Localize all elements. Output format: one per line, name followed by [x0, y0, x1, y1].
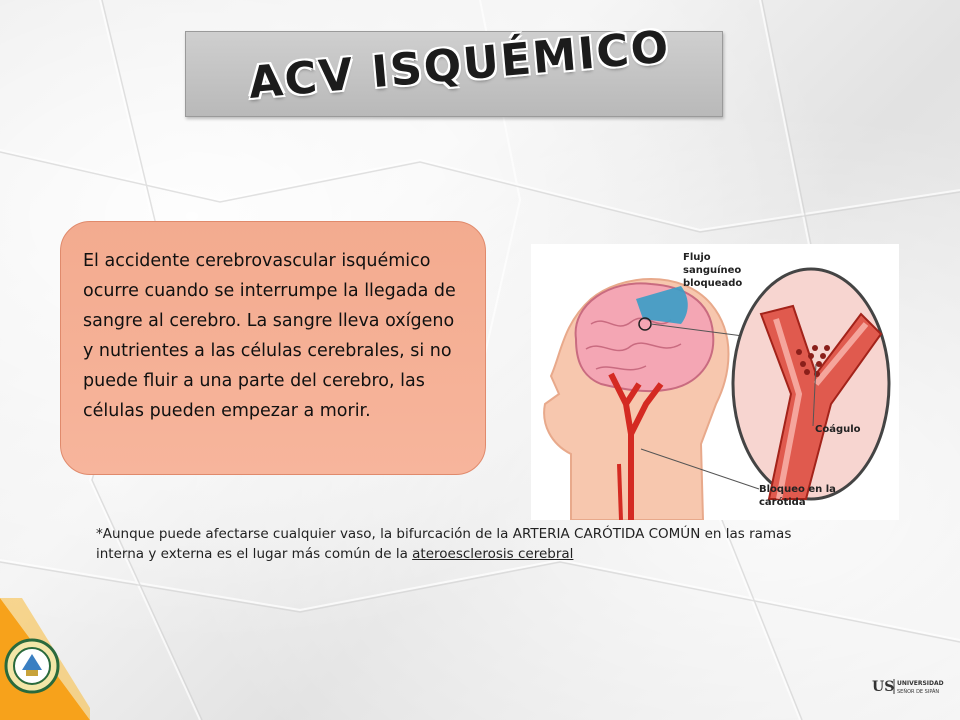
label-flow-1: Flujo — [683, 252, 711, 263]
stroke-illustration — [531, 244, 899, 520]
label-block-2: carótida — [759, 497, 806, 508]
slide-title: ACV ISQUÉMICO — [246, 21, 673, 109]
logo-initials: US — [872, 679, 895, 695]
label-clot: Coágulo — [815, 424, 861, 435]
logo-line-1: UNIVERSIDAD — [897, 680, 944, 687]
logo-line-2: SEÑOR DE SIPÁN — [897, 689, 940, 695]
footnote-text: *Aunque puede afectarse cualquier vaso, la bifurcación de la ARTERIA CARÓTIDA COMÚN en las ramas interna y externa es el lugar más común de la — [96, 526, 792, 562]
university-seal-icon — [6, 640, 58, 692]
university-logo — [872, 676, 952, 696]
label-flow-2: sanguíneo — [683, 265, 742, 276]
footnote — [96, 524, 816, 564]
label-flow-3: bloqueado — [683, 278, 743, 289]
footnote-link[interactable]: ateroesclerosis cerebral — [412, 546, 574, 562]
description-box — [60, 221, 486, 475]
description-text: El accidente cerebrovascular isquémico ocurre cuando se interrumpe la llegada de sangre al cerebro. La sangre lleva oxígeno y nutrientes a las células cerebrales, si no puede fluir a una parte del cerebro, las células pueden empezar a morir. — [83, 251, 456, 421]
corner-decoration — [0, 598, 90, 720]
label-block-1: Bloqueo en la — [759, 484, 836, 495]
